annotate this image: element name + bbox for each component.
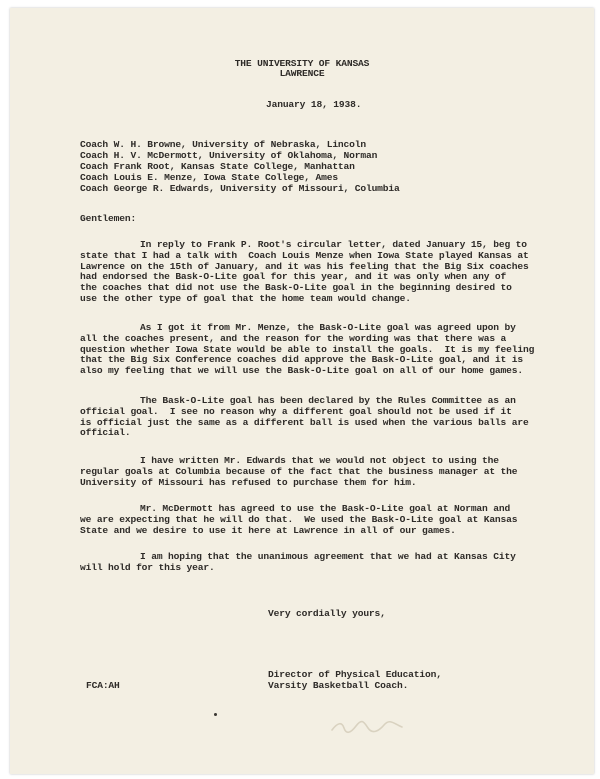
letter-paper [10, 8, 594, 774]
paragraph-line: State and we desire to use it here at Lawrence in all of our games. [80, 524, 456, 536]
salutation: Gentlemen: [80, 213, 137, 224]
letter-body [10, 8, 594, 774]
letter-date: January 18, 1938. [266, 99, 362, 110]
paragraph-line: we are expecting that he will do that. We used the Bask-O-Lite goal at Kansas [80, 513, 518, 525]
paragraph-line: will hold for this year. [80, 561, 215, 573]
paragraph-line: question whether Iowa State would be able to install the goals. It is my feeling [80, 343, 535, 355]
faded-signature [328, 718, 408, 736]
closing: Very cordially yours, [268, 608, 386, 619]
paragraph-1 [80, 240, 530, 305]
typist-initials: FCA:AH [86, 680, 120, 691]
ink-dot [214, 713, 217, 716]
paragraph-4 [80, 456, 530, 488]
paragraph-6 [80, 552, 530, 574]
recipient-line: Coach W. H. Browne, University of Nebraska, Lincoln [80, 139, 366, 150]
paragraph-line: Lawrence on the 15th of January, and it was his feeling that the Big Six coaches [80, 260, 529, 272]
paragraph-line: is official just the same as a different ball is used when the various balls are [80, 416, 529, 428]
paragraph-line: that the Big Six Conference coaches did approve the Bask-O-Lite goal, and it is [80, 354, 523, 366]
paragraph-2 [80, 322, 535, 377]
recipient-line: Coach H. V. McDermott, University of Oklahoma, Norman [80, 150, 378, 161]
paragraph-5 [80, 504, 530, 536]
signature-title: Varsity Basketball Coach. [268, 680, 409, 691]
paragraph-line: As I got it from Mr. Menze, the Bask-O-Lite goal was agreed upon by [140, 322, 516, 333]
paragraph-line: In reply to Frank P. Root's circular letter, dated January 15, beg to [140, 239, 527, 250]
paragraph-line: all the coaches present, and the reason for the wording was that there was a [80, 332, 507, 344]
paragraph-line: Mr. McDermott has agreed to use the Bask-O-Lite goal at Norman and [140, 503, 511, 514]
paragraph-3 [80, 396, 530, 439]
paragraph-line: use the other type of goal that the home team would change. [80, 292, 411, 304]
paragraph-line: had endorsed the Bask-O-Lite goal for this year, and it was only when any of [80, 271, 507, 283]
paragraph-line: also my feeling that we will use the Bask-O-Lite goal on all of our home games. [80, 365, 523, 377]
recipient-line: Coach George R. Edwards, University of Missouri, Columbia [80, 183, 400, 194]
paragraph-line: the coaches that did not use the Bask-O-Lite goal in the beginning desired to [80, 282, 512, 294]
letterhead-institution: THE UNIVERSITY OF KANSAS [234, 58, 370, 69]
signature-title: Director of Physical Education, [268, 669, 442, 680]
paragraph-line: University of Missouri has refused to purchase them for him. [80, 476, 417, 488]
letterhead-city: LAWRENCE [279, 68, 325, 79]
paragraph-line: I am hoping that the unanimous agreement that we had at Kansas City [140, 551, 516, 562]
recipient-line: Coach Frank Root, Kansas State College, Manhattan [80, 161, 355, 172]
paragraph-line: official goal. I see no reason why a different goal should not be used if it [80, 405, 512, 417]
paragraph-line: regular goals at Columbia because of the fact that the business manager at the [80, 465, 518, 477]
paragraph-line: I have written Mr. Edwards that we would not object to using the [140, 455, 499, 466]
paragraph-line: The Bask-O-Lite goal has been declared by the Rules Committee as an [140, 395, 516, 406]
paragraph-line: state that I had a talk with Coach Louis Menze when Iowa State played Kansas at [80, 249, 529, 261]
paragraph-line: official. [80, 427, 131, 439]
recipient-line: Coach Louis E. Menze, Iowa State College, Ames [80, 172, 338, 183]
